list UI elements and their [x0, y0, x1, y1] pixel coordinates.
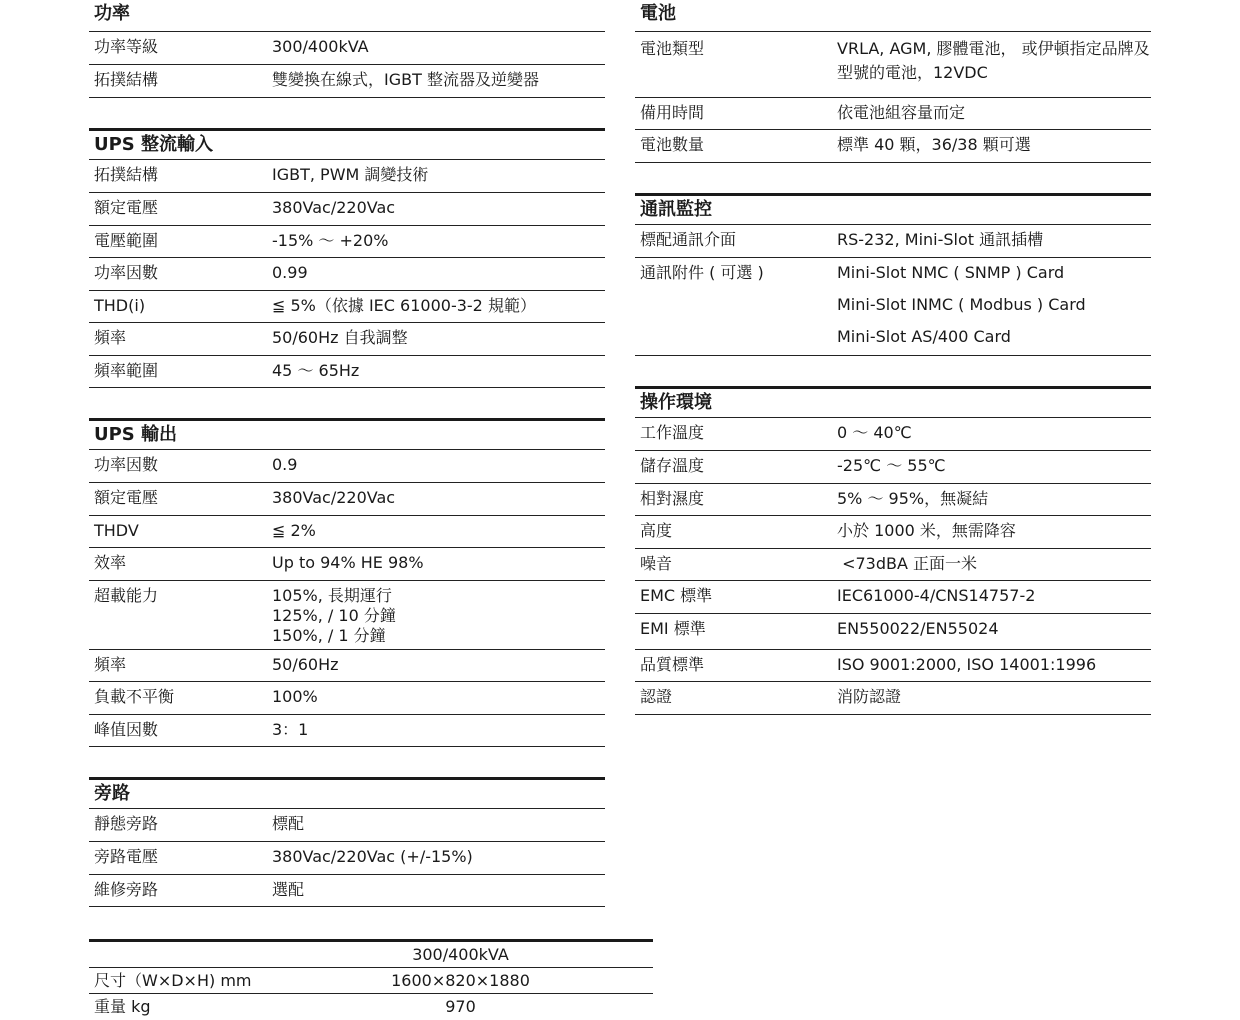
dimensions-header-empty [89, 942, 332, 967]
section-rows [635, 31, 1151, 163]
section-title: 旁路 [89, 777, 605, 808]
spec-value: IEC61000-4/CNS14757-2 [837, 586, 1036, 605]
section-battery [635, 0, 1151, 163]
section-ups-output [89, 418, 605, 747]
dimensions-value: 970 [445, 997, 476, 1016]
spec-row [89, 192, 605, 225]
spec-label: THDV [94, 521, 139, 540]
spec-row [635, 290, 1151, 322]
spec-value: 小於 1000 米，無需降容 [837, 521, 1016, 540]
spec-label: 拓撲結構 [94, 165, 159, 184]
spec-label: 功率因數 [94, 263, 159, 282]
section-rows [635, 224, 1151, 356]
spec-value: 100% [272, 687, 318, 706]
spec-label: 工作溫度 [640, 423, 705, 442]
spec-value: -15% ～ +20% [272, 231, 389, 250]
spec-row [89, 290, 605, 322]
dimensions-header-row [89, 942, 653, 968]
spec-label: 頻率 [94, 328, 127, 347]
spec-value: 標準 40 顆，36/38 顆可選 [837, 135, 1031, 154]
spec-row [89, 874, 605, 906]
dimensions-row [89, 994, 653, 1020]
spec-value: 雙變換在線式，IGBT 整流器及逆變器 [272, 70, 539, 89]
spec-value: 5% ～ 95%，無凝結 [837, 489, 989, 508]
spec-row [635, 580, 1151, 613]
dimensions-table [89, 939, 653, 1020]
spec-value: RS-232, Mini-Slot 通訊插槽 [837, 230, 1044, 249]
section-title: 功率 [94, 3, 130, 24]
spec-row [635, 129, 1151, 162]
spec-label: 電池類型 [640, 39, 705, 58]
spec-value: Mini-Slot INMC ( Modbus ) Card [837, 295, 1086, 314]
section-communication [635, 193, 1151, 356]
spec-label: 效率 [94, 553, 127, 572]
dimensions-header: 300/400kVA [412, 945, 509, 964]
spec-row [635, 418, 1151, 450]
section-title: UPS 輸出 [89, 418, 605, 449]
spec-label: 功率因數 [94, 455, 159, 474]
spec-row [635, 548, 1151, 580]
spec-value: 選配 [272, 880, 305, 899]
spec-value: 0.99 [272, 263, 308, 282]
spec-row [89, 450, 605, 482]
spec-value: ≦ 5%（依據 IEC 61000-3-2 規範） [272, 296, 536, 315]
spec-row [89, 515, 605, 547]
dimensions-row [89, 968, 653, 994]
spec-label: 標配通訊介面 [640, 230, 737, 249]
spec-value: 380Vac/220Vac [272, 198, 396, 217]
spec-row [89, 160, 605, 192]
spec-row [635, 681, 1151, 714]
spec-label: 旁路電壓 [94, 847, 159, 866]
spec-label: 通訊附件 ( 可選 ) [640, 263, 764, 282]
spec-label: EMI 標準 [640, 619, 706, 638]
spec-value: <73dBA 正面一米 [837, 554, 978, 573]
spec-row [635, 450, 1151, 483]
section-rows [89, 808, 605, 907]
spec-row [635, 257, 1151, 290]
spec-label: 高度 [640, 521, 673, 540]
spec-value: 依電池組容量而定 [837, 103, 966, 122]
section-rows [89, 31, 605, 98]
spec-row [635, 322, 1151, 355]
spec-row [89, 841, 605, 874]
spec-label: 超載能力 [94, 586, 159, 605]
spec-label: THD(i) [94, 296, 146, 315]
spec-row [635, 613, 1151, 649]
spec-label: 負載不平衡 [94, 687, 175, 706]
spec-row [89, 580, 605, 649]
spec-label: 品質標準 [640, 655, 705, 674]
spec-value: Mini-Slot NMC ( SNMP ) Card [837, 263, 1065, 282]
spec-label: 備用時間 [640, 103, 705, 122]
spec-label: 額定電壓 [94, 198, 159, 217]
spec-row [635, 32, 1151, 97]
spec-label: EMC 標準 [640, 586, 713, 605]
section-bypass [89, 777, 605, 907]
spec-label: 拓撲結構 [94, 70, 159, 89]
spec-value: -25℃ ～ 55℃ [837, 456, 946, 475]
spec-value: 消防認證 [837, 687, 902, 706]
spec-value: 標配 [272, 814, 305, 833]
spec-row [635, 515, 1151, 548]
spec-value: EN550022/EN55024 [837, 619, 999, 638]
spec-label: 噪音 [640, 554, 673, 573]
spec-value: 50/60Hz 自我調整 [272, 328, 408, 347]
spec-label: 認證 [640, 687, 673, 706]
spec-row [89, 322, 605, 355]
spec-row [89, 225, 605, 257]
dimensions-value: 1600×820×1880 [391, 971, 530, 990]
spec-value: 0 ～ 40℃ [837, 423, 912, 442]
spec-label: 頻率 [94, 655, 127, 674]
spec-row [635, 649, 1151, 681]
spec-value: VRLA, AGM, 膠體電池， 或伊頓指定品牌及 型號的電池，12VDC [837, 39, 1150, 82]
spec-value: 300/400kVA [272, 37, 369, 56]
dimensions-label: 重量 kg [94, 997, 151, 1016]
section-power [89, 0, 605, 98]
section-title: 通訊監控 [635, 193, 1151, 224]
spec-value: 3：1 [272, 720, 309, 739]
section-rows [635, 417, 1151, 715]
spec-label: 靜態旁路 [94, 814, 159, 833]
spec-label: 功率等級 [94, 37, 159, 56]
spec-row [635, 483, 1151, 515]
section-environment [635, 386, 1151, 715]
spec-value: ≦ 2% [272, 521, 316, 540]
section-title: 電池 [640, 3, 676, 24]
spec-value: 50/60Hz [272, 655, 339, 674]
spec-row [89, 32, 605, 64]
spec-row [89, 714, 605, 746]
spec-value: ISO 9001:2000, ISO 14001:1996 [837, 655, 1097, 674]
spec-label: 頻率範圍 [94, 361, 159, 380]
spec-row [89, 257, 605, 290]
spec-label: 維修旁路 [94, 880, 159, 899]
spec-value: Up to 94% HE 98% [272, 553, 424, 572]
section-title: UPS 整流輸入 [89, 128, 605, 159]
spec-row [89, 681, 605, 714]
left-spec-column [89, 0, 605, 907]
section-ups-input [89, 128, 605, 388]
spec-row [635, 97, 1151, 129]
spec-label: 儲存溫度 [640, 456, 705, 475]
section-rows [89, 449, 605, 747]
spec-label: 峰值因數 [94, 720, 159, 739]
spec-value: 105%, 長期運行 125%, / 10 分鐘 150%, / 1 分鐘 [272, 586, 396, 645]
spec-value: IGBT, PWM 調變技術 [272, 165, 429, 184]
spec-value: 380Vac/220Vac [272, 488, 396, 507]
spec-row [89, 809, 605, 841]
spec-label: 電池數量 [640, 135, 705, 154]
spec-label: 電壓範圍 [94, 231, 159, 250]
spec-row [89, 547, 605, 580]
section-title: 操作環境 [635, 386, 1151, 417]
spec-value: 380Vac/220Vac (+/-15%) [272, 847, 473, 866]
dimensions-label: 尺寸（W×D×H) mm [94, 971, 252, 990]
spec-value: Mini-Slot AS/400 Card [837, 327, 1011, 346]
spec-row [89, 355, 605, 387]
spec-value: 45 ～ 65Hz [272, 361, 360, 380]
spec-row [89, 482, 605, 515]
spec-label: 額定電壓 [94, 488, 159, 507]
spec-row [89, 64, 605, 97]
spec-row [89, 649, 605, 681]
spec-row [635, 225, 1151, 257]
spec-value: 0.9 [272, 455, 298, 474]
spec-label: 相對濕度 [640, 489, 705, 508]
section-rows [89, 159, 605, 388]
right-spec-column [635, 0, 1151, 715]
